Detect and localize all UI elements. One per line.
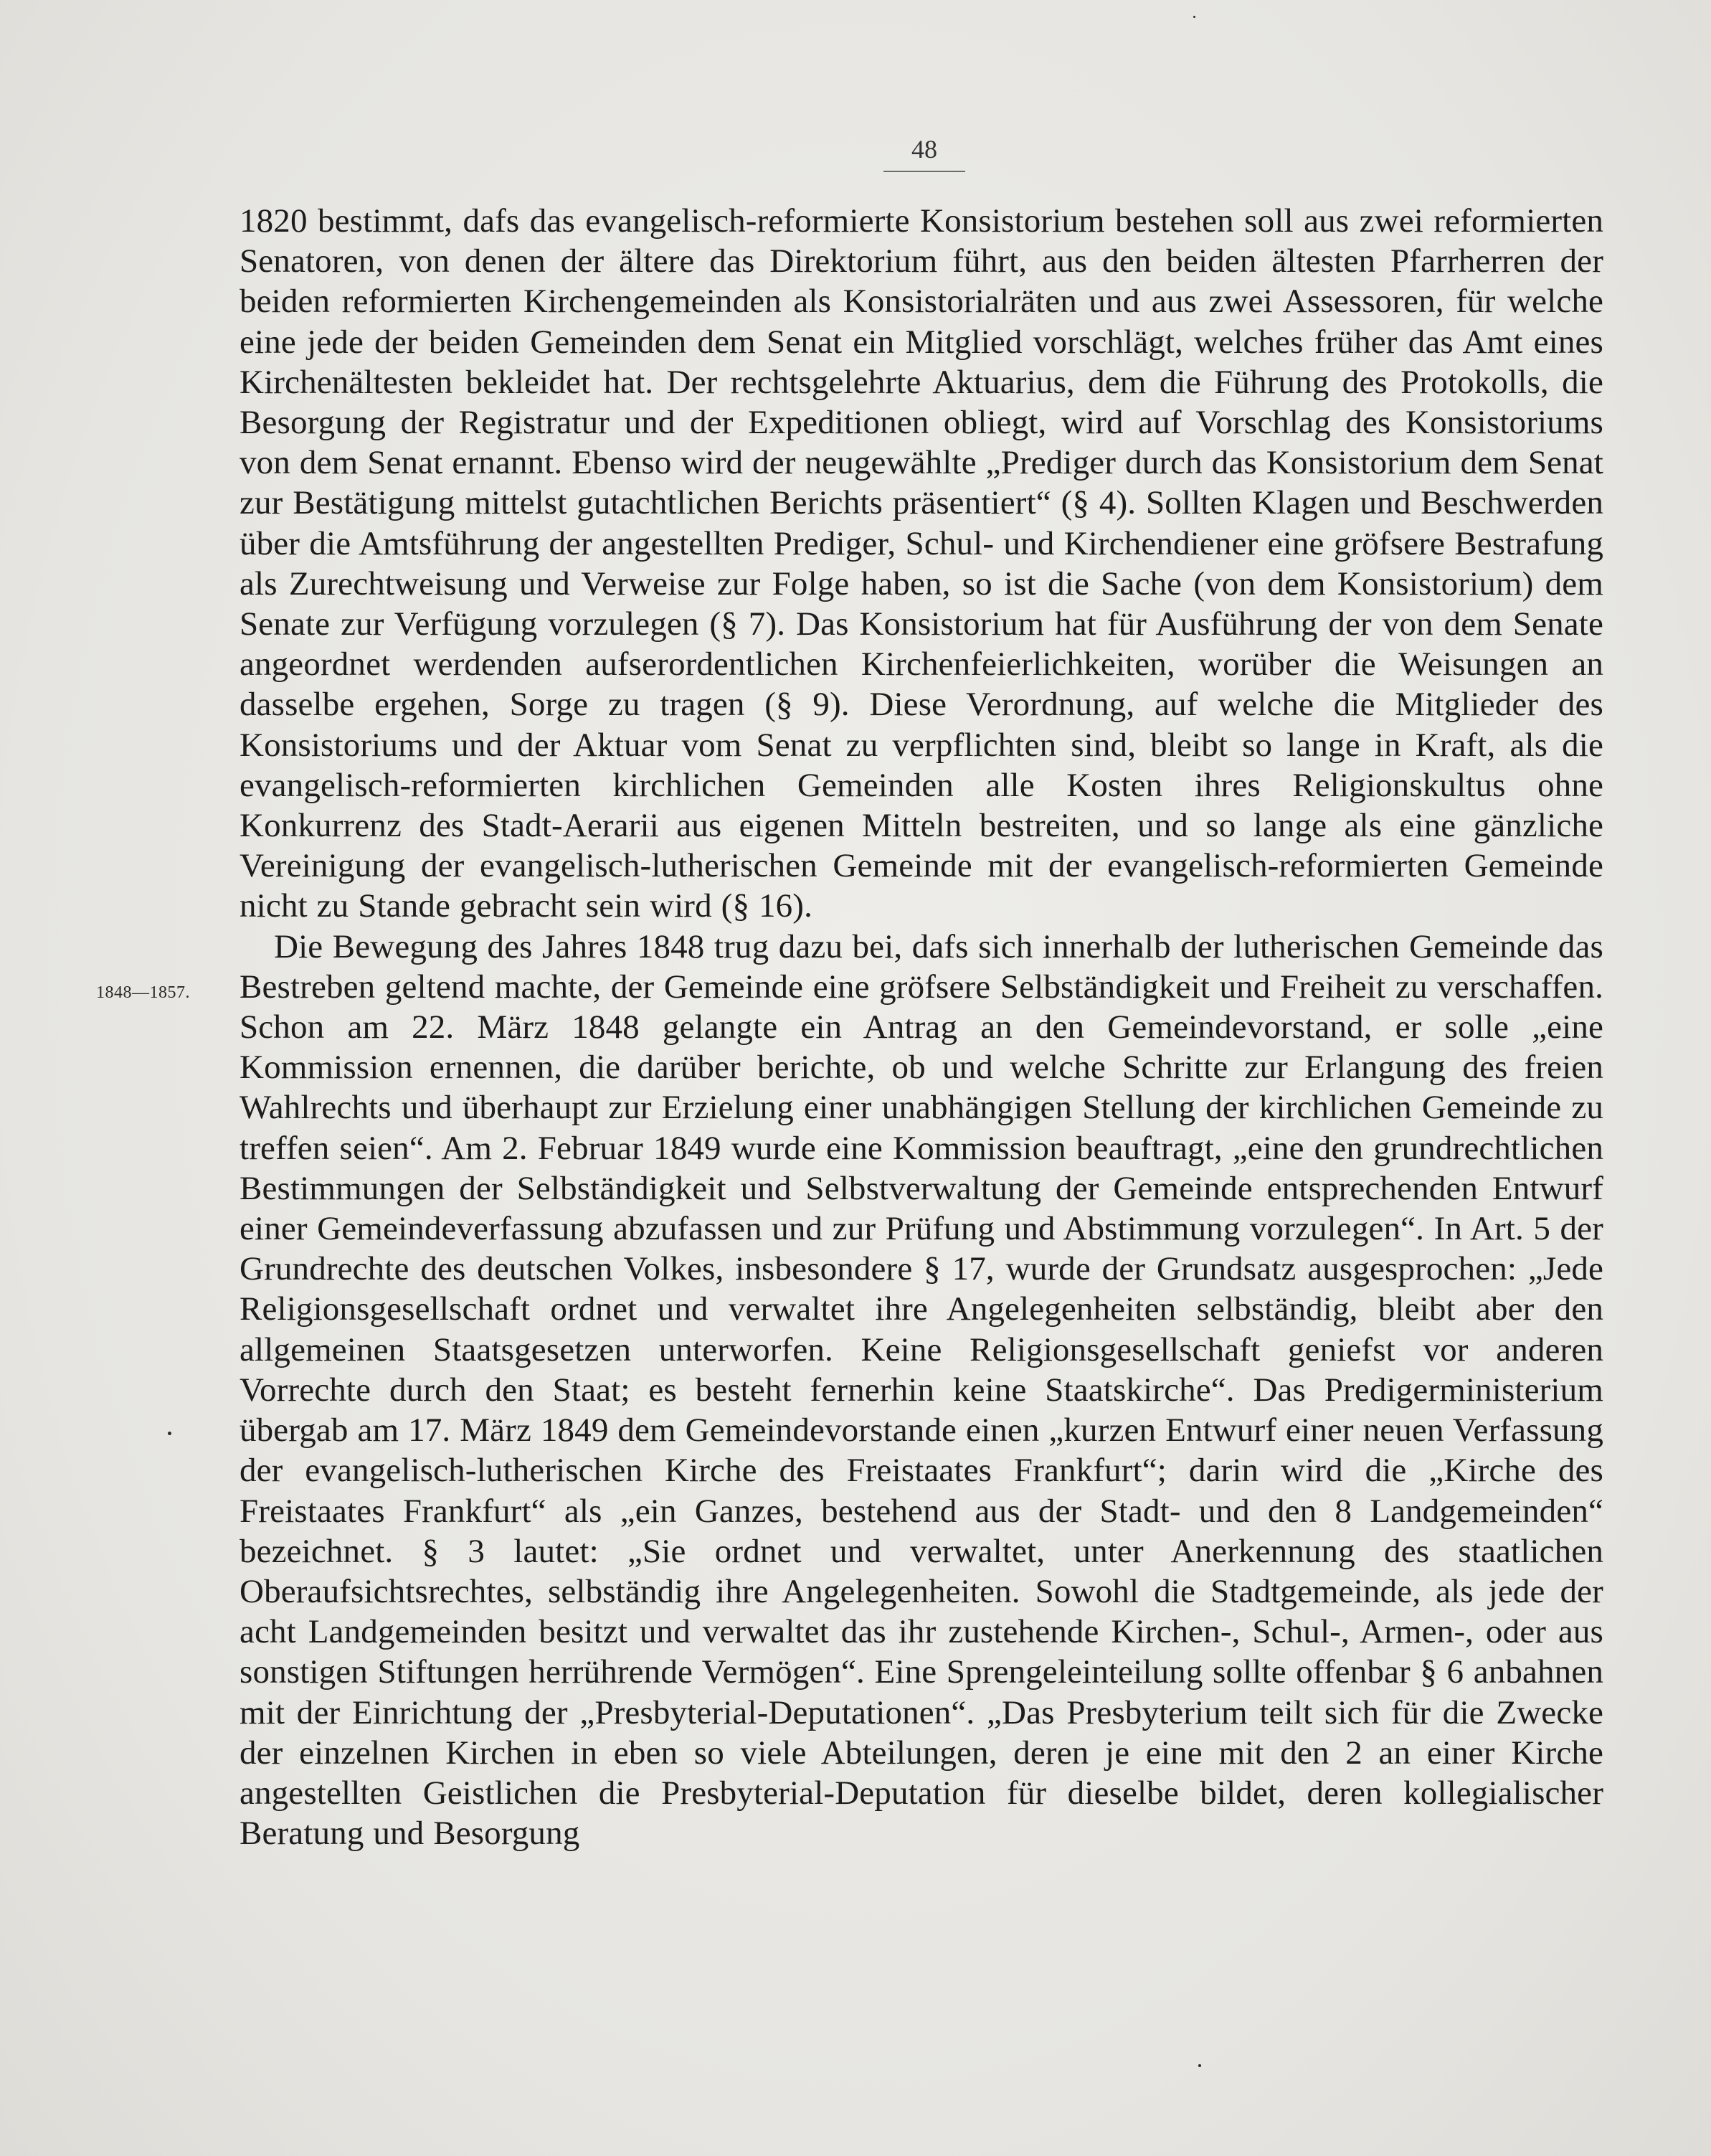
- paragraph-consistory-regulation: 1820 bestimmt, dafs das evangelisch-reformierte Konsistorium bestehen soll aus zwei reformierten Senatoren, von denen der ältere das Direktorium führt, aus den beiden ältesten Pfarrherren der beiden reformierten Kirchengemeinden als Konsistorialräten und aus zwei Assessoren, für welche eine jede der beiden Gemeinden dem Senat ein Mitglied vorschlägt, welches früher das Amt eines Kirchenältesten bekleidet hat. Der rechtsgelehrte Aktuarius, dem die Führung des Protokolls, die Besorgung der Registratur und der Expeditionen obliegt, wird auf Vorschlag des Konsistoriums von dem Senat ernannt. Ebenso wird der neugewählte „Prediger durch das Konsistorium dem Senat zur Bestätigung mittelst gutachtlichen Berichts präsentiert“ (§ 4). Sollten Klagen und Beschwerden über die Amtsführung der angestellten Prediger, Schul- und Kirchendiener eine gröfsere Bestrafung als Zurechtweisung und Verweise zur Folge haben, so ist die Sache (von dem Konsistorium) dem Senate zur Verfügung vorzulegen (§ 7). Das Konsistorium hat für Ausführung der von dem Senate angeordnet werdenden aufserordentlichen Kirchenfeierlichkeiten, worüber die Weisungen an dasselbe ergehen, Sorge zu tragen (§ 9). Diese Verordnung, auf welche die Mitglieder des Konsistoriums und der Aktuar vom Senat zu verpflichten sind, bleibt so lange in Kraft, als die evangelisch-reformierten kirchlichen Gemeinden alle Kosten ihres Religionskultus ohne Konkurrenz des Stadt-Aerarii aus eigenen Mitteln bestreiten, und so lange als eine gänzliche Vereinigung der evangelisch-lutherischen Gemeinde mit der evangelisch-reformierten Gemeinde nicht zu Stande gebracht sein wird (§ 16).: [240, 202, 1603, 925]
- page-number: 48: [911, 135, 937, 164]
- print-speck: [168, 1432, 171, 1435]
- body-text: [240, 201, 1603, 1853]
- print-speck: [1193, 16, 1195, 18]
- paragraph-movement-1848: Die Bewegung des Jahres 1848 trug dazu bei, dafs sich innerhalb der lutherischen Gemeinde das Bestreben geltend machte, der Gemeinde eine gröfsere Selbständigkeit und Freiheit zu verschaffen. Schon am 22. März 1848 gelangte ein Antrag an den Gemeindevorstand, er solle „eine Kommission ernennen, die darüber berichte, ob und welche Schritte zur Erlangung des freien Wahlrechts und überhaupt zur Erzielung einer unabhängigen Stellung der kirchlichen Gemeinde zu treffen seien“. Am 2. Februar 1849 wurde eine Kommission beauftragt, „eine den grundrechtlichen Bestimmungen der Selbständigkeit und Selbstverwaltung der Gemeinde entsprechenden Entwurf einer Gemeindeverfassung abzufassen und zur Prüfung und Abstimmung vorzulegen“. In Art. 5 der Grundrechte des deutschen Volkes, insbesondere § 17, wurde der Grundsatz ausgesprochen: „Jede Religionsgesellschaft ordnet und verwaltet ihre Angelegenheiten selbständig, bleibt aber den allgemeinen Staatsgesetzen unterworfen. Keine Religionsgesellschaft geniefst vor anderen Vorrechte durch den Staat; es besteht fernerhin keine Staatskirche“. Das Predigerministerium übergab am 17. März 1849 dem Gemeindevorstande einen „kurzen Entwurf einer neuen Verfassung der evangelisch-lutherischen Kirche des Freistaates Frankfurt“; darin wird die „Kirche des Freistaates Frankfurt“ als „ein Ganzes, bestehend aus der Stadt- und den 8 Landgemeinden“ bezeichnet. § 3 lautet: „Sie ordnet und verwaltet, unter Anerkennung des staatlichen Oberaufsichtsrechtes, selbständig ihre Angelegenheiten. Sowohl die Stadtgemeinde, als jede der acht Landgemeinden besitzt und verwaltet das ihr zustehende Kirchen-, Schul-, Armen-, oder aus sonstigen Stiftungen herrührende Vermögen“. Eine Sprengeleinteilung sollte offenbar § 6 anbahnen mit der Einrichtung der „Presbyterial-Deputationen“. „Das Presbyterium teilt sich für die Zwecke der einzelnen Kirchen in eben so viele Abteilungen, deren je eine mit den 2 an einer Kirche angestellten Geistlichen die Presbyterial-Deputation für dieselbe bildet, deren kollegialischer Beratung und Besorgung: [240, 927, 1603, 1853]
- page-number-rule: [883, 171, 965, 172]
- margin-note-date-range: 1848—1857.: [96, 983, 190, 1002]
- print-speck: [1198, 2064, 1201, 2067]
